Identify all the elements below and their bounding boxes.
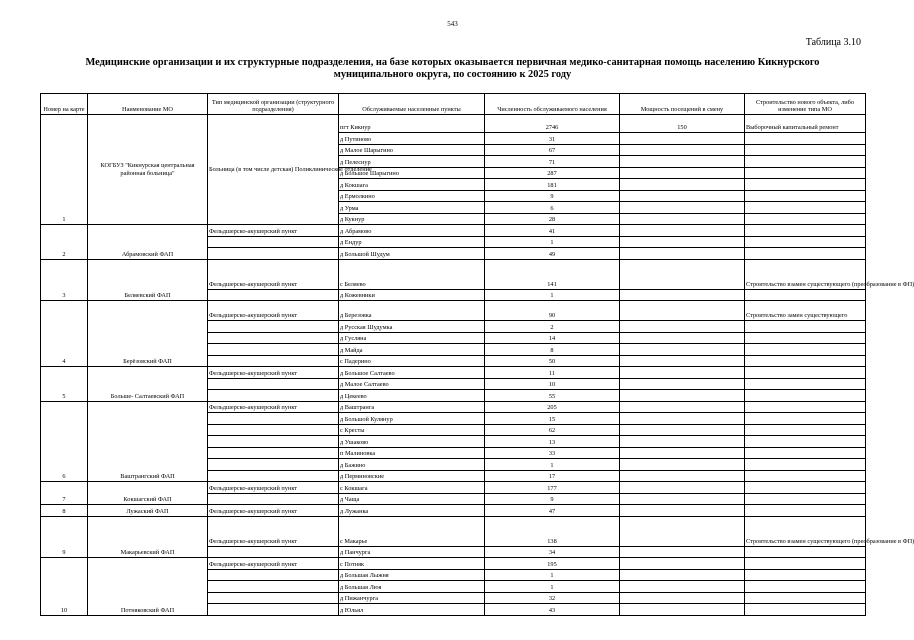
mo-type — [208, 493, 339, 505]
construction-note — [745, 413, 866, 425]
capacity — [620, 167, 745, 179]
table-label: Таблица 3.10 — [805, 37, 861, 48]
capacity — [620, 558, 745, 570]
row-number: 2 — [41, 225, 88, 260]
population: 67 — [485, 144, 620, 156]
construction-note — [745, 289, 866, 301]
population: 13 — [485, 436, 620, 448]
construction-note — [745, 558, 866, 570]
capacity — [620, 516, 745, 546]
population: 181 — [485, 179, 620, 191]
capacity — [620, 144, 745, 156]
population: 55 — [485, 390, 620, 402]
table-row — [41, 482, 866, 494]
construction-note — [745, 569, 866, 581]
settlement: пгт Кикнур — [339, 115, 485, 133]
header-num: Номер на карте — [41, 94, 88, 115]
row-number: 8 — [41, 505, 88, 517]
population: 8 — [485, 344, 620, 356]
mo-type — [208, 470, 339, 482]
settlement: д Кожевники — [339, 289, 485, 301]
population: 90 — [485, 301, 620, 321]
capacity — [620, 436, 745, 448]
mo-type — [208, 436, 339, 448]
construction-note — [745, 144, 866, 156]
table-row — [41, 558, 866, 570]
population: 41 — [485, 225, 620, 237]
construction-note — [745, 493, 866, 505]
construction-note — [745, 225, 866, 237]
settlement: д Русская Шудумка — [339, 321, 485, 333]
capacity — [620, 321, 745, 333]
capacity — [620, 424, 745, 436]
table-row — [41, 367, 866, 379]
capacity — [620, 482, 745, 494]
row-number: 6 — [41, 401, 88, 482]
population: 62 — [485, 424, 620, 436]
construction-note: Строительство взамен существующего (преобразование в ФП) — [745, 259, 866, 289]
capacity — [620, 367, 745, 379]
settlement: д Абрамово — [339, 225, 485, 237]
mo-type — [208, 390, 339, 402]
row-number: 10 — [41, 558, 88, 616]
header-construction: Строительство нового объекта, либо изменение типа МО — [745, 94, 866, 115]
capacity — [620, 225, 745, 237]
population: 6 — [485, 202, 620, 214]
population: 205 — [485, 401, 620, 413]
mo-type — [208, 355, 339, 367]
mo-type — [208, 424, 339, 436]
population: 15 — [485, 413, 620, 425]
capacity — [620, 344, 745, 356]
row-number: 7 — [41, 482, 88, 505]
mo-type: Фельдшерско-акушерский пункт — [208, 505, 339, 517]
mo-type: Фельдшерско-акушерский пункт — [208, 401, 339, 413]
construction-note — [745, 505, 866, 517]
mo-type: Фельдшерско-акушерский пункт — [208, 259, 339, 289]
capacity — [620, 413, 745, 425]
table-body — [41, 115, 914, 616]
construction-note: Выборочный капитальный ремонт — [745, 115, 866, 133]
capacity — [620, 378, 745, 390]
construction-note: Строительство замен существующего — [745, 301, 866, 321]
population: 1 — [485, 289, 620, 301]
population: 1 — [485, 581, 620, 593]
capacity — [620, 248, 745, 260]
mo-type: Фельдшерско-акушерский пункт — [208, 301, 339, 321]
capacity — [620, 569, 745, 581]
table-row — [41, 505, 866, 517]
construction-note — [745, 581, 866, 593]
construction-note — [745, 604, 866, 616]
construction-note — [745, 546, 866, 558]
settlement: д Лужанка — [339, 505, 485, 517]
population: 71 — [485, 156, 620, 168]
settlement: с Падерино — [339, 355, 485, 367]
population: 47 — [485, 505, 620, 517]
settlement: д Цекеево — [339, 390, 485, 402]
header-name: Наименование МО — [88, 94, 208, 115]
construction-note — [745, 202, 866, 214]
population: 1 — [485, 569, 620, 581]
mo-name: Больше- Салтаевский ФАП — [88, 367, 208, 402]
settlement: д Кокшага — [339, 179, 485, 191]
mo-name: КОГБУЗ "Кикнурская центральная районная больница" — [88, 115, 208, 225]
settlement: д Перминовские — [339, 470, 485, 482]
mo-type — [208, 459, 339, 471]
mo-type — [208, 321, 339, 333]
population: 177 — [485, 482, 620, 494]
population: 43 — [485, 604, 620, 616]
capacity — [620, 546, 745, 558]
settlement: д Юльял — [339, 604, 485, 616]
table-row — [41, 225, 866, 237]
construction-note — [745, 355, 866, 367]
mo-type: Фельдшерско-акушерский пункт — [208, 558, 339, 570]
mo-type: Больница (в том числе детская) Поликлиническое отделение — [208, 115, 339, 225]
construction-note — [745, 482, 866, 494]
settlement: д Урма — [339, 202, 485, 214]
settlement: д Кукнур — [339, 213, 485, 225]
settlement: д Бажино — [339, 459, 485, 471]
population: 1 — [485, 459, 620, 471]
capacity — [620, 470, 745, 482]
header-capacity: Мощность посещений в смену — [620, 94, 745, 115]
mo-type — [208, 546, 339, 558]
mo-type — [208, 447, 339, 459]
construction-note — [745, 390, 866, 402]
table-row — [41, 401, 866, 413]
settlement: д Большое Шарыгино — [339, 167, 485, 179]
mo-name: Лужаский ФАП — [88, 505, 208, 517]
construction-note — [745, 167, 866, 179]
capacity — [620, 401, 745, 413]
population: 141 — [485, 259, 620, 289]
mo-type — [208, 248, 339, 260]
construction-note — [745, 470, 866, 482]
settlement: с Беляево — [339, 259, 485, 289]
row-number: 3 — [41, 259, 88, 301]
title-line-2: муниципального округа, по состоянию к 2025 году — [333, 69, 572, 80]
mo-name: Абрамовский ФАП — [88, 225, 208, 260]
mo-type — [208, 604, 339, 616]
construction-note — [745, 190, 866, 202]
population: 1 — [485, 236, 620, 248]
capacity — [620, 505, 745, 517]
settlement: д Ендур — [339, 236, 485, 248]
construction-note — [745, 133, 866, 145]
row-number: 1 — [41, 115, 88, 225]
construction-note — [745, 401, 866, 413]
construction-note: Строительство взамен существующего (преобразование в ФП) — [745, 516, 866, 546]
population: 9 — [485, 190, 620, 202]
capacity — [620, 301, 745, 321]
settlement: д Ушаково — [339, 436, 485, 448]
mo-type: Фельдшерско-акушерский пункт — [208, 482, 339, 494]
construction-note — [745, 436, 866, 448]
mo-type: Фельдшерско-акушерский пункт — [208, 367, 339, 379]
settlement: д Гусляна — [339, 332, 485, 344]
mo-name: Беляевский ФАП — [88, 259, 208, 301]
settlement: д Ермолкино — [339, 190, 485, 202]
settlement: с Макарье — [339, 516, 485, 546]
construction-note — [745, 344, 866, 356]
capacity — [620, 133, 745, 145]
construction-note — [745, 179, 866, 191]
population: 32 — [485, 592, 620, 604]
settlement: с Кокшага — [339, 482, 485, 494]
mo-type — [208, 289, 339, 301]
mo-type — [208, 378, 339, 390]
capacity — [620, 179, 745, 191]
mo-type: Фельдшерско-акушерский пункт — [208, 516, 339, 546]
row-number: 5 — [41, 367, 88, 402]
settlement: д Панчурга — [339, 546, 485, 558]
settlement: д Березовка — [339, 301, 485, 321]
table-row — [41, 516, 866, 546]
construction-note — [745, 592, 866, 604]
mo-type — [208, 592, 339, 604]
population: 33 — [485, 447, 620, 459]
construction-note — [745, 213, 866, 225]
settlement: д Пелеснур — [339, 156, 485, 168]
settlement: д Ваштранга — [339, 401, 485, 413]
population: 138 — [485, 516, 620, 546]
capacity — [620, 493, 745, 505]
settlement: д Большой Кулянур — [339, 413, 485, 425]
page-title — [40, 57, 865, 81]
page-number: 543 — [447, 20, 458, 28]
population: 31 — [485, 133, 620, 145]
settlement: д Большая Люя — [339, 581, 485, 593]
construction-note — [745, 378, 866, 390]
mo-type — [208, 332, 339, 344]
settlement: п Малиновка — [339, 447, 485, 459]
population: 34 — [485, 546, 620, 558]
capacity — [620, 592, 745, 604]
settlement: с Кресты — [339, 424, 485, 436]
population: 2 — [485, 321, 620, 333]
capacity — [620, 202, 745, 214]
capacity — [620, 213, 745, 225]
table-header-row — [41, 94, 866, 115]
settlement: с Потняк — [339, 558, 485, 570]
construction-note — [745, 321, 866, 333]
population: 287 — [485, 167, 620, 179]
capacity: 150 — [620, 115, 745, 133]
table-row — [41, 115, 866, 133]
title-line-1: Медицинские организации и их структурные подразделения, на базе которых оказывается первичная медико-санитарная помощь населению Кикнурского — [85, 57, 820, 68]
population: 49 — [485, 248, 620, 260]
capacity — [620, 289, 745, 301]
capacity — [620, 604, 745, 616]
row-number: 9 — [41, 516, 88, 558]
table-row — [41, 259, 866, 289]
construction-note — [745, 236, 866, 248]
population: 10 — [485, 378, 620, 390]
mo-name: Макарьевский ФАП — [88, 516, 208, 558]
mo-name: Берёзовский ФАП — [88, 301, 208, 367]
population: 14 — [485, 332, 620, 344]
header-population: Численность обслуживаемого населения — [485, 94, 620, 115]
capacity — [620, 332, 745, 344]
mo-name: Ваштрангский ФАП — [88, 401, 208, 482]
table-row — [41, 301, 866, 321]
construction-note — [745, 424, 866, 436]
population: 28 — [485, 213, 620, 225]
capacity — [620, 355, 745, 367]
construction-note — [745, 459, 866, 471]
settlement: д Малое Шарыгино — [339, 144, 485, 156]
settlement: д Чаща — [339, 493, 485, 505]
mo-name: Потняковский ФАП — [88, 558, 208, 616]
facilities-table — [40, 93, 914, 616]
mo-type — [208, 581, 339, 593]
mo-type — [208, 569, 339, 581]
construction-note — [745, 248, 866, 260]
settlement: д Большое Салтаево — [339, 367, 485, 379]
capacity — [620, 390, 745, 402]
construction-note — [745, 447, 866, 459]
capacity — [620, 581, 745, 593]
mo-type — [208, 413, 339, 425]
capacity — [620, 447, 745, 459]
header-settlements: Обслуживаемые населенные пункты — [339, 94, 485, 115]
population: 50 — [485, 355, 620, 367]
mo-type: Фельдшерско-акушерский пункт — [208, 225, 339, 237]
settlement: д Большой Шудум — [339, 248, 485, 260]
population: 9 — [485, 493, 620, 505]
construction-note — [745, 332, 866, 344]
mo-type — [208, 236, 339, 248]
header-type: Тип медицинской организации (структурного подразделения) — [208, 94, 339, 115]
settlement: д Путиново — [339, 133, 485, 145]
population: 195 — [485, 558, 620, 570]
settlement: д Пижанчурга — [339, 592, 485, 604]
row-number: 4 — [41, 301, 88, 367]
mo-type — [208, 344, 339, 356]
construction-note — [745, 156, 866, 168]
settlement: д Малое Салтаево — [339, 378, 485, 390]
construction-note — [745, 367, 866, 379]
capacity — [620, 459, 745, 471]
capacity — [620, 236, 745, 248]
capacity — [620, 156, 745, 168]
capacity — [620, 259, 745, 289]
settlement: д Большая Лыжня — [339, 569, 485, 581]
settlement: д Майда — [339, 344, 485, 356]
capacity — [620, 190, 745, 202]
population: 17 — [485, 470, 620, 482]
mo-name: Кокшагский ФАП — [88, 482, 208, 505]
population: 11 — [485, 367, 620, 379]
population: 2746 — [485, 115, 620, 133]
